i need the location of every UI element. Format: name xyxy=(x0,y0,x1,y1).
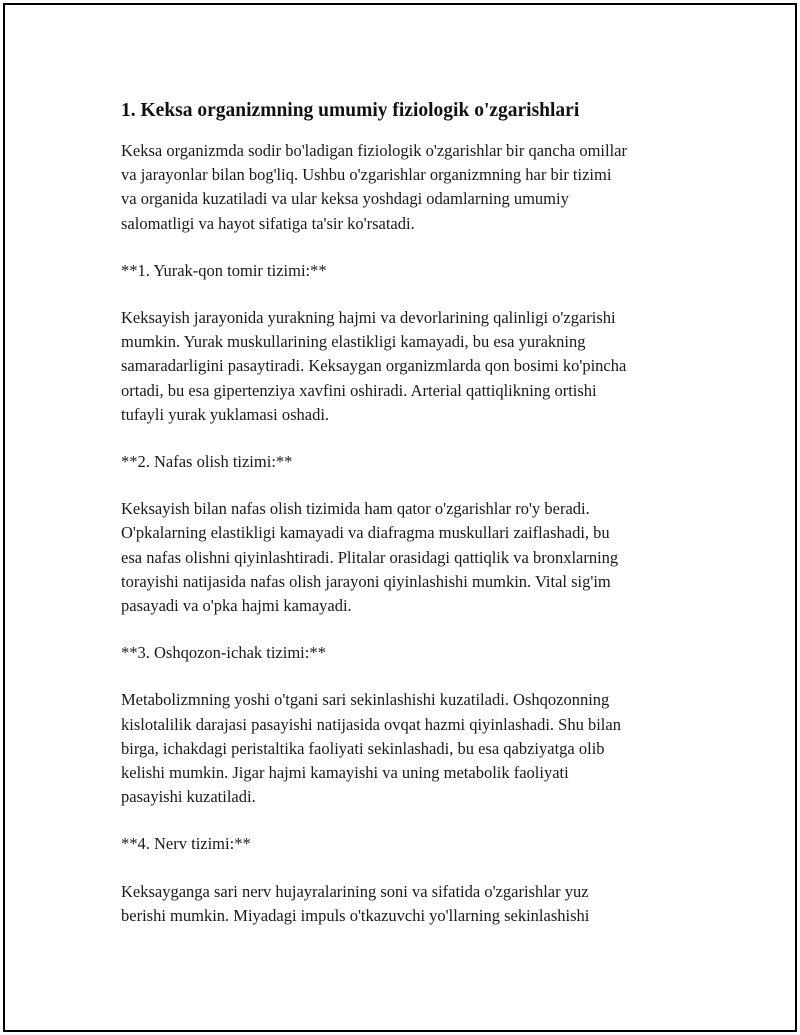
section-heading-digestive: **3. Oshqozon-ichak tizimi:** xyxy=(121,643,326,663)
text-line: va jarayonlar bilan bog'liq. Ushbu o'zgarishlar organizmning har bir tizimi xyxy=(121,165,612,185)
section-heading-respiratory: **2. Nafas olish tizimi:** xyxy=(121,452,293,472)
section-paragraph-cardiovascular xyxy=(121,306,701,427)
intro-paragraph xyxy=(121,139,701,236)
document-title: 1. Keksa organizmning umumiy fiziologik o'zgarishlari xyxy=(121,100,580,121)
text-line: O'pkalarning elastikligi kamayadi va diafragma muskullari zaiflashadi, bu xyxy=(121,523,610,543)
text-line: ortadi, bu esa gipertenziya xavfini oshiradi. Arterial qattiqlikning ortishi xyxy=(121,380,597,400)
section-heading-cardiovascular: **1. Yurak-qon tomir tizimi:** xyxy=(121,260,327,280)
text-line: mumkin. Yurak muskullarining elastikligi kamayadi, bu esa yurakning xyxy=(121,332,586,352)
text-line: tufayli yurak yuklamasi oshadi. xyxy=(121,404,330,424)
section-paragraph-respiratory xyxy=(121,497,701,618)
text-line: Metabolizmning yoshi o'tgani sari sekinlashishi kuzatiladi. Oshqozonning xyxy=(121,690,610,710)
page-frame xyxy=(3,3,797,1032)
text-line: berishi mumkin. Miyadagi impuls o'tkazuvchi yo'llarning sekinlashishi xyxy=(121,905,590,925)
text-line: pasayadi va o'pka hajmi kamayadi. xyxy=(121,596,352,616)
text-line: Keksayganga sari nerv hujayralarining soni va sifatida o'zgarishlar yuz xyxy=(121,881,589,901)
text-line: Keksayish bilan nafas olish tizimida ham qator o'zgarishlar ro'y beradi. xyxy=(121,499,590,519)
text-line: pasayishi kuzatiladi. xyxy=(121,787,256,807)
text-line: Keksa organizmda sodir bo'ladigan fiziologik o'zgarishlar bir qancha omillar xyxy=(121,141,627,160)
text-line: Keksayish jarayonida yurakning hajmi va devorlarining qalinligi o'zgarishi xyxy=(121,308,616,328)
section-heading-nervous: **4. Nerv tizimi:** xyxy=(121,834,251,854)
document-body xyxy=(121,97,701,951)
text-line: esa nafas olishni qiyinlashtiradi. Plitalar orasidagi qattiqlik va bronxlarning xyxy=(121,547,619,567)
text-line: torayishi natijasida nafas olish jarayoni qiyinlashishi mumkin. Vital sig'im xyxy=(121,571,611,591)
text-line: salomatligi va hayot sifatiga ta'sir ko'rsatadi. xyxy=(121,213,415,233)
text-line: birga, ichakdagi peristaltika faoliyati sekinlashadi, bu esa qabziyatga olib xyxy=(121,738,605,758)
section-paragraph-digestive xyxy=(121,688,701,809)
text-line: kislotalilik darajasi pasayishi natijasida ovqat hazmi qiyinlashadi. Shu bilan xyxy=(121,714,621,734)
text-line: kelishi mumkin. Jigar hajmi kamayishi va uning metabolik faoliyati xyxy=(121,763,569,783)
section-paragraph-nervous xyxy=(121,880,701,928)
text-line: samaradarligini pasaytiradi. Keksaygan organizmlarda qon bosimi ko'pincha xyxy=(121,356,627,376)
text-line: va organida kuzatiladi va ular keksa yoshdagi odamlarning umumiy xyxy=(121,189,569,209)
